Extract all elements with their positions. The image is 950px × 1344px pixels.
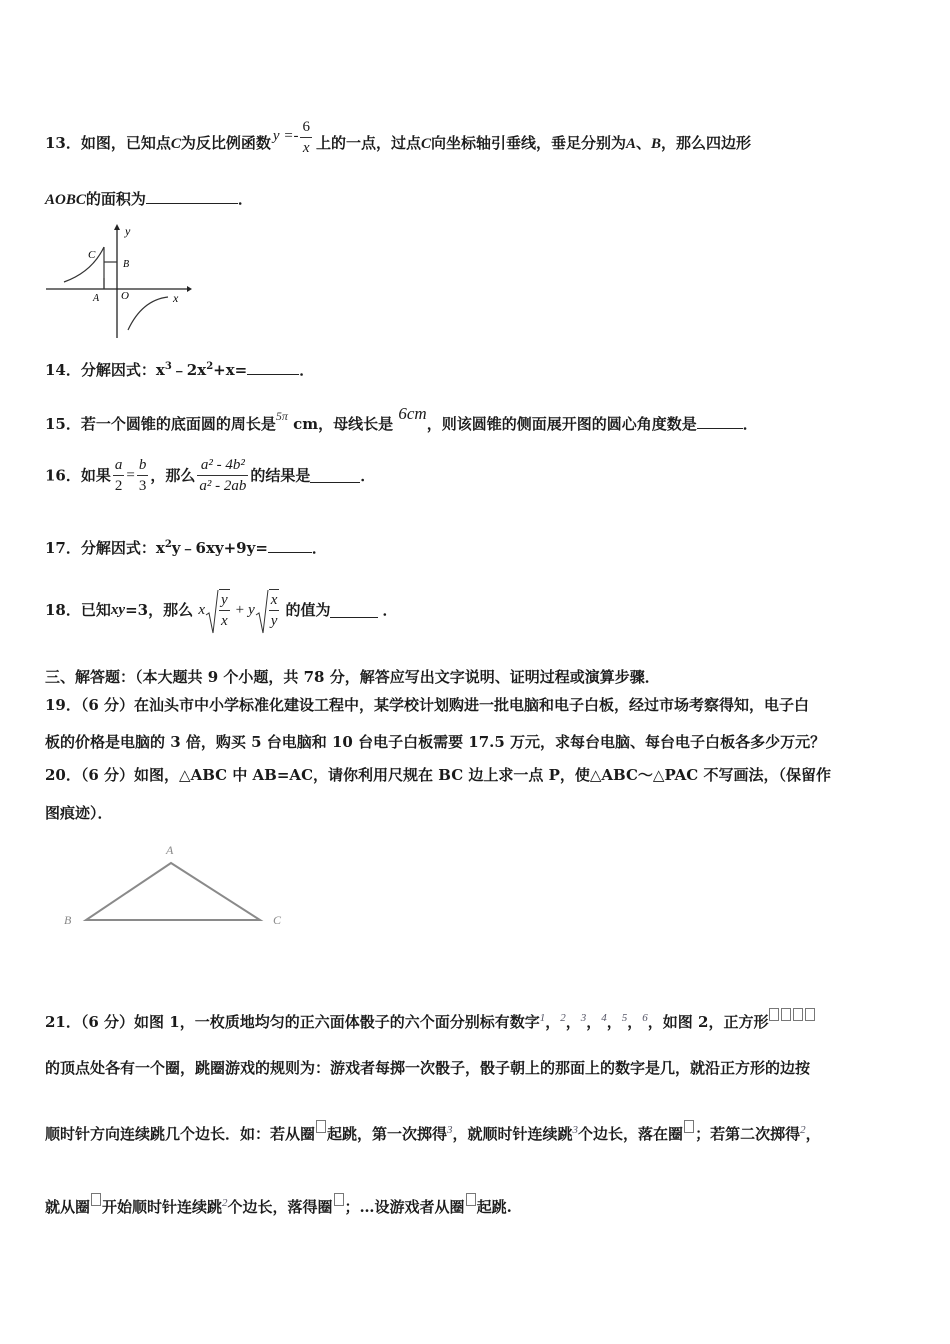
sqrt-x-over-y: $\frac{x}{y}$ — [255, 589, 282, 631]
placeholder-glyph — [91, 1193, 101, 1206]
answer-blank[interactable] — [697, 414, 743, 429]
vertex-label-b: B — [64, 913, 72, 927]
vertex-label-a: A — [166, 843, 174, 857]
fraction-expression: $\frac{\text{a² - 4b²}}{\text{a² - 2ab}}$ — [199, 457, 247, 494]
question-20-line-2: 图痕迹）． — [45, 804, 113, 822]
question-13-line-1: 13．如图，已知点C为反比例函数 y =- $\frac{6}{x}$ 上的一点，过点C向坐标轴引垂线，垂足分别为A、B，那么四边形 — [45, 119, 752, 156]
q13-figure — [42, 222, 192, 340]
question-19-line-2: 板的价格是电脑的 3 倍，购买 5 台电脑和 10 台电子白板需要 17.5 万元，求每台电脑、每台电子白板各多少万元？ — [45, 733, 826, 751]
placeholder-glyph — [334, 1193, 344, 1206]
question-14: 14．分解因式：$x^3﹣2x^2+x=$ ． — [45, 361, 315, 379]
question-16: 16．如果 $\frac{a}{2}$ = $\frac{b}{3}$ ，那么 $\frac{\text{a² - 4b²}}{\text{a² - 2ab}}$ 的结果是 ． — [45, 457, 376, 494]
sqrt-y-over-x: $\frac{y}{x}$ — [205, 589, 232, 631]
point-label-o: O — [121, 290, 129, 302]
answer-blank[interactable] — [310, 468, 360, 483]
question-21-line-3: 顺时针方向连续跳几个边长．如：若从圈 起跳，第一次掷得$^3$，就顺时针连续跳$^3$个边长，落在圈 ；若第二次掷得$^2$， — [45, 1120, 821, 1144]
answer-blank[interactable] — [268, 538, 312, 553]
function-expression: y =- $\frac{6}{x}$ — [272, 119, 310, 156]
placeholder-glyph — [805, 1008, 815, 1021]
q20-triangle-figure — [58, 838, 298, 933]
question-17: 17．分解因式：$x^2y﹣6xy+9y=$ ． — [45, 539, 327, 557]
section-heading: 三、解答题：（本大题共 9 个小题，共 78 分，解答应写出文字说明、证明过程或演算步骤． — [45, 668, 660, 686]
question-18: 18．已知xy=3，那么 x $\frac{y}{x}$ + y $\frac{x}{y}$ 的值为 ． — [45, 589, 398, 631]
point-label-c: C — [88, 249, 96, 261]
placeholder-glyph — [466, 1193, 476, 1206]
question-13-line-2: AOBC的面积为 ． — [45, 190, 253, 208]
fraction-a-over-2: $\frac{a}{2}$ — [114, 457, 123, 494]
question-21-line-4: 就从圈 开始顺时针连续跳$^2$个边长，落得圈 ；…设游戏者从圈 起跳. — [45, 1193, 512, 1217]
answer-blank[interactable] — [330, 603, 378, 618]
placeholder-glyph — [316, 1120, 326, 1133]
answer-blank[interactable] — [146, 189, 238, 204]
fraction-b-over-3: $\frac{b}{3}$ — [138, 457, 147, 494]
question-number: 13． — [45, 134, 81, 152]
axis-label-y: y — [125, 224, 131, 238]
answer-blank[interactable] — [247, 360, 299, 375]
axis-label-x: x — [173, 291, 179, 305]
question-21-line-1: 21．（6 分）如图 1，一枚质地均匀的正六面体骰子的六个面分别标有数字$^1$，$^2$，$^3$，$^4$，$^5$，$^6$，如图 2，正方形 — [45, 1008, 816, 1032]
placeholder-glyph — [781, 1008, 791, 1021]
point-label-a: A — [93, 293, 100, 304]
vertex-label-c: C — [273, 913, 282, 927]
question-19-line-1: 19．（6 分）在汕头市中小学标准化建设工程中，某学校计划购进一批电脑和电子白板，经过市场考察得知，电子白 — [45, 696, 810, 714]
placeholder-glyph — [793, 1008, 803, 1021]
question-20-line-1: 20．（6 分）如图，△ABC 中 AB=AC，请你利用尺规在 BC 边上求一点 P，使△ABC～△PAC 不写画法，（保留作 — [45, 766, 831, 784]
placeholder-glyph — [769, 1008, 779, 1021]
question-21-line-2: 的顶点处各有一个圈，跳圈游戏的规则为：游戏者每掷一次骰子，骰子朝上的那面上的数字是几，就沿正方形的边按 — [45, 1059, 811, 1077]
placeholder-glyph — [684, 1120, 694, 1133]
question-15: 15．若一个圆锥的底面圆的周长是$^{5\pi}$ cm，母线长是 6cm，则该圆锥的侧面展开图的圆心角度数是 ． — [45, 404, 758, 433]
point-label-b: B — [123, 259, 130, 270]
